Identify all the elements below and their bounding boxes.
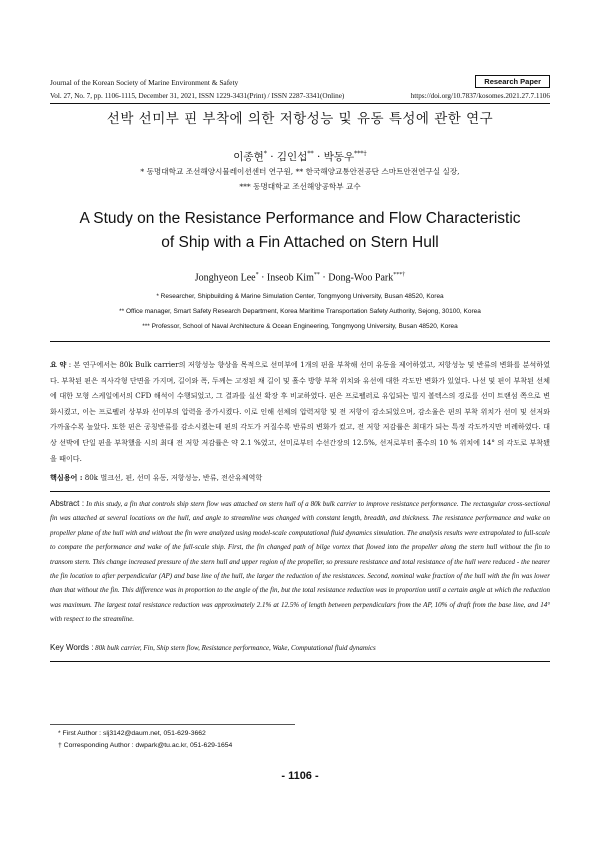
english-keywords <box>50 643 376 652</box>
author-name: Inseob Kim <box>266 272 314 284</box>
research-paper-badge: Research Paper <box>475 75 550 88</box>
korean-affiliation-2: *** 동명대학교 조선해양공학부 교수 <box>239 182 361 191</box>
english-abstract-label: Abstract : <box>50 499 85 508</box>
author-mark: ** <box>313 272 320 278</box>
author-mark: ** <box>307 150 314 158</box>
author-mark: * <box>263 150 267 158</box>
author-mark: ***† <box>354 150 367 158</box>
english-keywords-text: 80k bulk carrier, Fin, Ship stern flow, Resistance performance, Wake, Computational fluid dynamics <box>95 644 376 652</box>
header-rule <box>50 103 550 104</box>
author-separator: · <box>316 151 321 163</box>
author-separator: · <box>270 151 274 163</box>
doi-link[interactable]: https://doi.org/10.7837/kosomes.2021.27.7.1106 <box>410 92 550 100</box>
journal-name: Journal of the Korean Society of Marine Environment & Safety <box>50 78 239 87</box>
english-abstract <box>50 497 550 627</box>
english-affiliation-1: * Researcher, Shipbuilding & Marine Simulation Center, Tongmyong University, Busan 48520, Korea <box>156 293 444 300</box>
korean-abstract-text: : 본 연구에서는 80k Bulk carrier의 저항성능 향상을 목적으로 선미부에 1개의 핀을 부착해 선미 유동을 제어하였고, 저항성능 및 반류의 변화를 분석하였다. 부착된 핀은 직사각형 단면을 가지며, 길이와 폭, 두께는 고정된 채 길이 및 흘수 방향 부착 위치와 유선에 대한 각도만 변화가 있었다. 나선 및 핀이 부착된 선체에 대한 모형 스케일에서의 CFD 해석이 수행되었고, 그 결과를 실선 확장 후 비교하였다. 핀은 프로펠러로 유입되는 빌지 볼텍스의 경로를 선미 트랜섬 쪽으로 변화시켰고, 이는 프로펠러 상부와 선미부의 압력을 증가시켰다. 이로 인해 선체의 압력저항 및 전 저항이 감소되었으며, 감소율은 핀의 부착 위치가 선미 및 선저와 가까울수록 높았다. 또한 핀은 공칭반류를 감소시켰는데 핀의 각도가 커질수록 반류의 변화가 컸고, 전 저항 저감률은 최대가 되는 특정 각도까지만 비례하였다. 대상 선박에 단일 핀을 부착했을 시의 최대 전 저항 저감률은 약 2.1 %였고, 선미로부터 수선간장의 12.5%, 선저로부터 흘수의 10 % 위치에 14° 의 각도로 부착됐을 때이다. <box>50 360 550 463</box>
korean-authors <box>0 149 600 164</box>
corresponding-author-footnote: † Corresponding Author : dwpark@tu.ac.kr, 051-629-1654 <box>58 742 233 749</box>
english-abstract-rule <box>50 491 550 492</box>
korean-title: 선박 선미부 핀 부착에 의한 저항성능 및 유동 특성에 관한 연구 <box>106 111 494 127</box>
author-name: Jonghyeon Lee <box>194 272 256 284</box>
english-title-line-1: A Study on the Resistance Performance and Flow Characteristic <box>79 210 521 227</box>
keywords-bottom-rule <box>50 661 550 662</box>
author-name: 박동우 <box>323 151 355 163</box>
korean-keywords-label: 핵심용어 : <box>50 473 83 482</box>
english-title-line-2: of Ship with a Fin Attached on Stern Hull <box>161 234 439 251</box>
abstract-top-rule <box>50 341 550 342</box>
author-separator: · <box>322 272 326 284</box>
author-name: 김인섭 <box>276 151 308 163</box>
author-mark: ***† <box>393 272 406 278</box>
page-number: - 1106 - <box>281 770 319 782</box>
english-affiliation-2: ** Office manager, Smart Safety Research Department, Korea Maritime Transportation Safety Authority, Sejong, 30100, Korea <box>119 308 481 315</box>
english-affiliation-3: *** Professor, School of Naval Architecture & Ocean Engineering, Tongmyong University, Busan 48520, Korea <box>142 323 458 330</box>
english-keywords-label: Key Words : <box>50 643 94 652</box>
first-author-footnote: * First Author : slj3142@daum.net, 051-629-3662 <box>58 730 206 737</box>
korean-affiliation-1: * 동명대학교 조선해양시뮬레이션센터 연구원, ** 한국해양교통안전공단 스마트안전연구실 실장, <box>140 167 460 176</box>
english-abstract-text: In this study, a fin that controls ship stern flow was attached on stern hull of a 80k bulk carrier to improve resistance performance. The rectangular cross-sectional fin was attached at several locations on the hull, and angle to streamline was changed with constant length, breadth, and thickness. The resistance performance and wake on propeller plane of the hull with and without the fin were analyzed using model-scale computational fluid dynamics simulation. The analysis results were extrapolated to full-scale to compare the performance and wake of the full-scale ship. First, the fin changed path of bilge vortex that flowed into the propeller along the stern hull without the fin to transom stern. This change increased pressure of the stern hull and upper region of the propeller, so pressure resistance and total resistance of the hull were reduced - the nearer the fin location to after perpendicular (AP) and base line of the hull, the larger the reduction of the resistances. Second, nominal wake fraction of the hull with the fin was lower than that without the fin. This difference was in proportion to the angle of the fin, but the total resistance reduction was in proportion until a certain angle at which the reduction was maximum. The largest total resistance reduction was approximately 2.1% at 12.5% of length between perpendiculars from the AP, 10% of draft from the base line, and 14° with respect to the streamline. <box>50 500 551 624</box>
footnote-rule <box>50 724 295 725</box>
author-separator: · <box>261 272 265 284</box>
korean-keywords-text: 80k 벌크선, 핀, 선미 유동, 저항성능, 반류, 전산유체역학 <box>84 473 263 482</box>
korean-keywords <box>50 473 262 483</box>
korean-abstract-label: 요 약 <box>50 360 67 369</box>
english-authors <box>0 272 600 283</box>
author-mark: * <box>255 272 259 278</box>
author-name: 이종현 <box>233 151 264 163</box>
author-name: Dong-Woo Park <box>328 272 394 284</box>
volume-info: Vol. 27, No. 7, pp. 1106-1115, December 31, 2021, ISSN 1229-3431(Print) / ISSN 2287-3341(Online) <box>50 92 345 100</box>
korean-abstract <box>50 357 550 466</box>
